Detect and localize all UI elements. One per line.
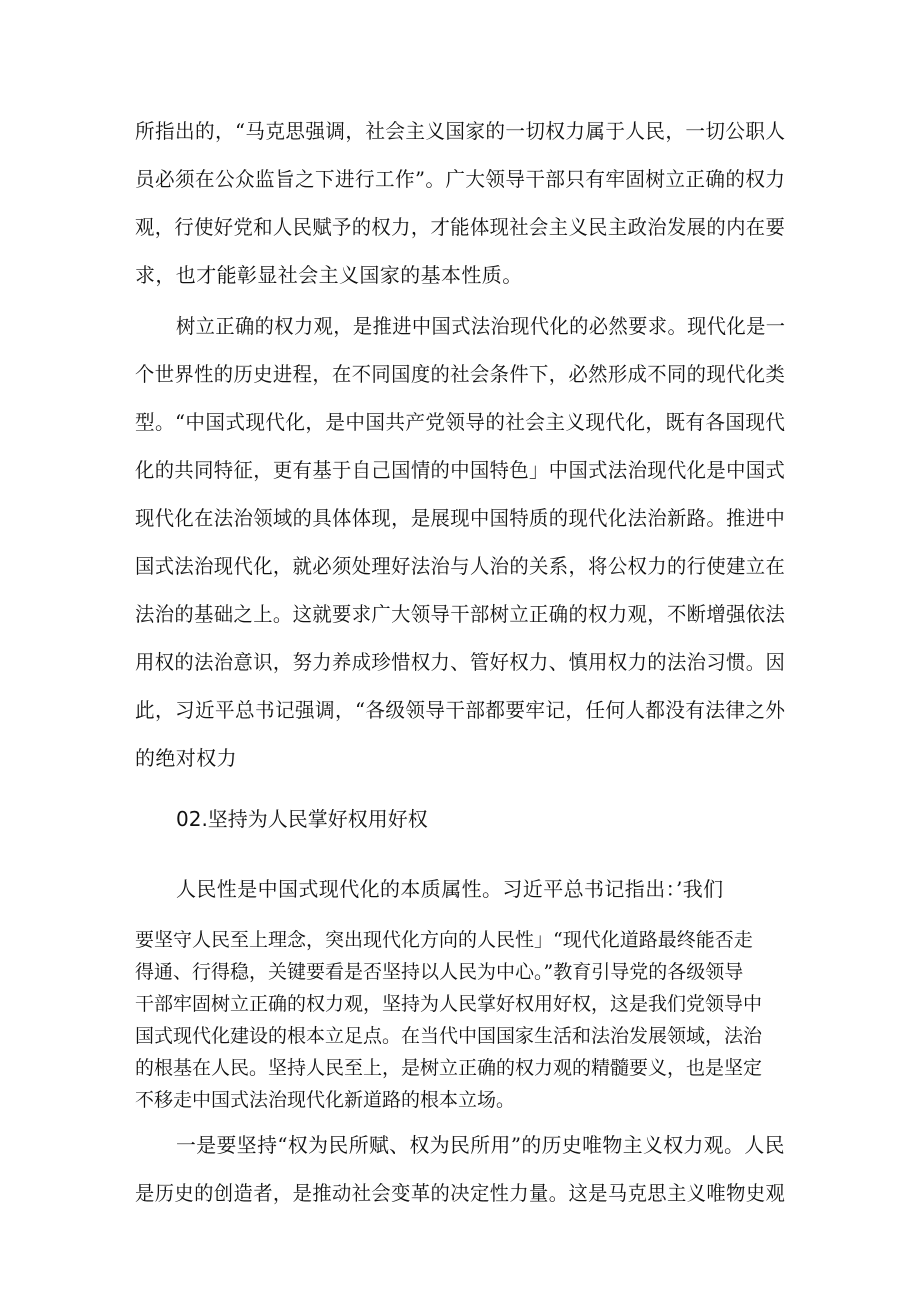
paragraph-4-line-2: 是历史的创造者，是推动社会变革的决定性力量。这是马克思主义唯物史观 <box>135 1181 786 1205</box>
paragraph-3-line-6: 的根基在人民。坚持人民至上，是树立正确的权力观的精髓要义，也是坚定 <box>135 1057 763 1079</box>
paragraph-3-line-3: 得通、行得稳，关键要看是否坚持以人民为中心。”教育引导党的各级领导 <box>135 961 744 983</box>
paragraph-2-line-6: 国式法治现代化，就必须处理好法治与人治的关系，将公权力的行使建立在 <box>135 554 786 578</box>
paragraph-1-line-4: 求，也才能彰显社会主义国家的基本性质。 <box>135 263 523 287</box>
paragraph-1-line-3: 观，行使好党和人民赋予的权力，才能体现社会主义民主政治发展的内在要 <box>135 215 786 239</box>
paragraph-2-line-1: 树立正确的权力观，是推进中国式法治现代化的必然要求。现代化是一 <box>176 314 786 338</box>
paragraph-2-line-10: 的绝对权力 <box>135 746 237 770</box>
paragraph-3-line-1: 人民性是中国式现代化的本质属性。习近平总书记指出：’我们 <box>176 877 724 901</box>
paragraph-1-line-2: 员必须在公众监旨之下进行工作”。广大领导干部只有牢固树立正确的权力 <box>135 167 786 191</box>
paragraph-3-line-4: 干部牢固树立正确的权力观，坚持为人民掌好权用好权，这是我们党领导中 <box>135 993 763 1015</box>
paragraph-3-line-2: 要坚守人民至上理念，突出现代化方向的人民性」“现代化道路最终能否走 <box>135 929 753 951</box>
paragraph-2-line-4: 化的共同特征，更有基于自己国情的中国特色」中国式法治现代化是中国式 <box>135 458 786 482</box>
paragraph-2-line-7: 法治的基础之上。这就要求广大领导干部树立正确的权力观，不断增强依法 <box>135 602 786 626</box>
paragraph-4-line-1: 一是要坚持“权为民所赋、权为民所用”的历史唯物主义权力观。人民 <box>176 1133 785 1157</box>
section-heading: 02.坚持为人民掌好权用好权 <box>176 807 428 831</box>
paragraph-2-line-9: 此，习近平总书记强调，“各级领导干部都要牢记，任何人都没有法律之外 <box>135 698 786 722</box>
paragraph-3-line-7: 不移走中国式法治现代化新道路的根本立场。 <box>135 1089 516 1111</box>
paragraph-1-line-1: 所指出的，“马克思强调，社会主义国家的一切权力属于人民，一切公职人 <box>135 119 786 143</box>
paragraph-2-line-5: 现代化在法治领域的具体体现，是展现中国特质的现代化法治新路。推进中 <box>135 506 786 530</box>
paragraph-2-line-2: 个世界性的历史进程，在不同国度的社会条件下，必然形成不同的现代化类 <box>135 362 786 386</box>
paragraph-2-line-3: 型。“中国式现代化，是中国共产党领导的社会主义现代化，既有各国现代 <box>135 410 786 434</box>
paragraph-2-line-8: 用权的法治意识，努力养成珍惜权力、管好权力、慎用权力的法治习惯。因 <box>135 650 786 674</box>
paragraph-3-line-5: 国式现代化建设的根本立足点。在当代中国国家生活和法治发展领域，法治 <box>135 1025 763 1047</box>
